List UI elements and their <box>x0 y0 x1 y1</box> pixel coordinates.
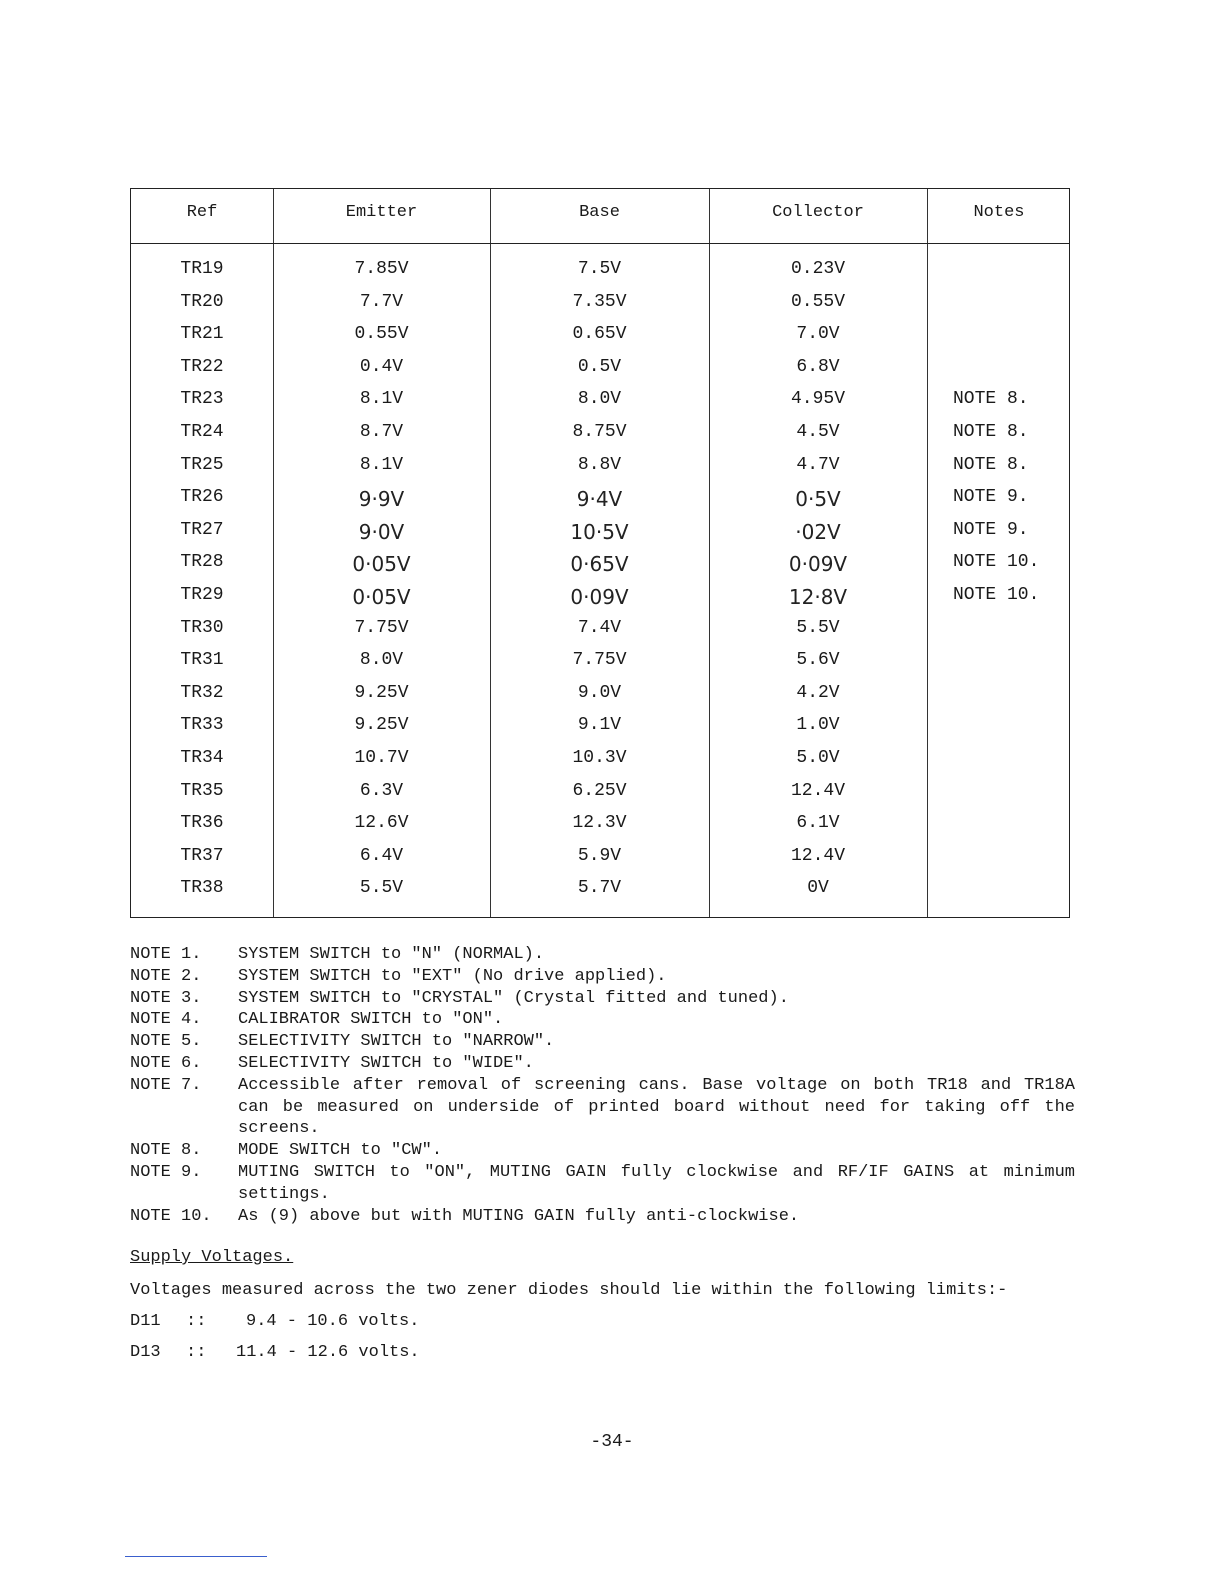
cell-collector: 4.5V <box>796 422 840 442</box>
cell-note: NOTE 8. <box>953 454 1029 475</box>
column-divider <box>927 189 928 917</box>
cell-note: NOTE 10. <box>953 585 1040 605</box>
voltage-table <box>130 188 1070 918</box>
note-text: SELECTIVITY SWITCH to "NARROW". <box>238 1032 555 1052</box>
cell-emitter: 0·05V <box>352 585 411 609</box>
cell-base: 0·09V <box>570 585 629 609</box>
cell-base: 0.5V <box>577 356 622 377</box>
zener-row-d11 <box>130 1312 1075 1331</box>
cell-collector: 12.4V <box>790 780 845 801</box>
cell-collector: 5.0V <box>796 748 840 768</box>
cell-collector: 6.8V <box>796 356 840 377</box>
note-text: As (9) above but with MUTING GAIN fully anti-clockwise. <box>238 1206 800 1226</box>
cell-emitter: 6.3V <box>359 780 404 801</box>
cell-note: NOTE 10. <box>953 552 1040 573</box>
cell-ref: TR21 <box>180 324 224 345</box>
cell-base: 12.3V <box>572 813 627 834</box>
cell-collector: 0V <box>807 878 829 899</box>
zener-name: D13 <box>130 1343 161 1362</box>
note-text: MUTING SWITCH to "ON", MUTING GAIN fully clockwise and RF/IF GAINS at minimum settings. <box>238 1162 1075 1204</box>
cell-base: 5.9V <box>577 845 622 866</box>
note-label: NOTE 4. <box>130 1010 202 1030</box>
note-text: Accessible after removal of screening cans. Base voltage on both TR18 and TR18A can be measured on underside of printed board without need for taking off the screens. <box>238 1075 1075 1139</box>
cell-collector: 12·8V <box>788 585 848 609</box>
cell-emitter: 9.25V <box>354 682 409 703</box>
note-item <box>130 966 1075 988</box>
cell-ref: TR34 <box>180 748 224 768</box>
cell-base: 7.4V <box>577 617 622 638</box>
cell-base: 10.3V <box>572 748 627 768</box>
cell-emitter: 10.7V <box>354 748 409 768</box>
cell-base: 9.1V <box>577 715 622 736</box>
cell-ref: TR23 <box>180 389 224 410</box>
cell-emitter: 9·0V <box>358 519 405 544</box>
note-item <box>130 1075 1075 1140</box>
cell-base: 7.75V <box>572 650 627 671</box>
cell-ref: TR25 <box>180 454 224 475</box>
note-text: MODE SWITCH to "CW". <box>238 1141 443 1161</box>
footer-rule <box>125 1556 267 1557</box>
note-label: NOTE 7. <box>130 1075 202 1095</box>
zener-separator: :: <box>186 1343 207 1362</box>
cell-ref: TR20 <box>180 291 224 312</box>
cell-emitter: 7.7V <box>359 291 404 312</box>
cell-base: 7.5V <box>577 259 622 279</box>
cell-emitter: 8.1V <box>359 389 404 410</box>
cell-collector: 4.2V <box>796 682 840 703</box>
cell-emitter: 12.6V <box>354 813 409 834</box>
cell-collector: ·02V <box>795 519 841 544</box>
cell-base: 8.0V <box>577 389 622 410</box>
note-label: NOTE 8. <box>130 1141 202 1161</box>
cell-collector: 0·09V <box>788 552 848 577</box>
notes-list <box>130 944 1075 1227</box>
cell-note: NOTE 9. <box>953 519 1029 540</box>
cell-emitter: 8.1V <box>359 454 404 475</box>
cell-emitter: 6.4V <box>359 845 404 866</box>
zener-name: D11 <box>130 1312 161 1331</box>
cell-emitter: 5.5V <box>359 878 404 899</box>
cell-base: 9.0V <box>577 682 622 703</box>
note-label: NOTE 6. <box>130 1053 202 1073</box>
supply-voltages-intro: Voltages measured across the two zener diodes should lie within the following limits:- <box>130 1281 1008 1300</box>
note-label: NOTE 2. <box>130 966 202 986</box>
cell-emitter: 0.55V <box>354 324 409 345</box>
cell-collector: 1.0V <box>796 715 840 736</box>
zener-range: 11.4 - 12.6 volts. <box>236 1343 420 1362</box>
note-item <box>130 988 1075 1010</box>
supply-voltages-title: Supply Voltages. <box>130 1248 294 1267</box>
cell-collector: 6.1V <box>796 813 840 834</box>
cell-collector: 4.95V <box>790 389 845 410</box>
cell-ref: TR29 <box>180 585 224 605</box>
header-notes: Notes <box>973 203 1025 222</box>
cell-ref: TR35 <box>180 780 224 801</box>
cell-emitter: 0·05V <box>352 552 411 577</box>
header-base: Base <box>579 203 620 222</box>
cell-ref: TR37 <box>180 845 224 866</box>
note-label: NOTE 9. <box>130 1162 202 1182</box>
cell-ref: TR33 <box>180 715 224 736</box>
cell-note: NOTE 9. <box>953 487 1029 508</box>
cell-ref: TR22 <box>180 356 224 377</box>
note-label: NOTE 3. <box>130 988 202 1008</box>
cell-emitter: 9·9V <box>358 487 405 512</box>
cell-emitter: 0.4V <box>359 356 404 377</box>
cell-ref: TR19 <box>180 259 224 279</box>
note-label: NOTE 10. <box>130 1206 212 1226</box>
cell-ref: TR38 <box>180 878 224 899</box>
note-text: CALIBRATOR SWITCH to "ON". <box>238 1010 504 1030</box>
cell-ref: TR36 <box>180 813 224 834</box>
header-collector: Collector <box>772 203 864 222</box>
cell-collector: 5.5V <box>796 617 840 638</box>
note-text: SELECTIVITY SWITCH to "WIDE". <box>238 1053 534 1073</box>
cell-ref: TR28 <box>180 552 224 573</box>
zener-separator: :: <box>186 1312 207 1331</box>
cell-base: 0·65V <box>570 552 629 577</box>
header-ref: Ref <box>186 203 218 222</box>
note-item <box>130 1140 1075 1162</box>
cell-collector: 0.55V <box>790 291 845 312</box>
cell-ref: TR24 <box>180 422 224 442</box>
cell-note: NOTE 8. <box>953 389 1029 410</box>
page-number: -34- <box>590 1432 634 1452</box>
cell-ref: TR27 <box>180 519 224 540</box>
header-divider <box>131 243 1069 244</box>
zener-row-d13 <box>130 1343 1075 1362</box>
supply-voltages-section <box>130 1248 1075 1362</box>
cell-base: 7.35V <box>572 291 627 312</box>
cell-ref: TR31 <box>180 650 224 671</box>
note-text: SYSTEM SWITCH to "CRYSTAL" (Crystal fitted and tuned). <box>238 988 789 1008</box>
cell-base: 8.75V <box>572 422 627 442</box>
cell-collector: 0.23V <box>790 259 845 279</box>
note-item <box>130 1053 1075 1075</box>
cell-collector: 7.0V <box>796 324 840 345</box>
cell-base: 9·4V <box>576 487 623 512</box>
note-item <box>130 1009 1075 1031</box>
cell-emitter: 9.25V <box>354 715 409 736</box>
cell-ref: TR26 <box>180 487 224 508</box>
cell-ref: TR32 <box>180 682 224 703</box>
zener-range: 9.4 - 10.6 volts. <box>246 1312 420 1331</box>
cell-emitter: 7.85V <box>354 259 409 279</box>
cell-collector: 4.7V <box>796 454 840 475</box>
cell-base: 5.7V <box>577 878 622 899</box>
note-text: SYSTEM SWITCH to "EXT" (No drive applied). <box>238 966 667 986</box>
note-item <box>130 1162 1075 1206</box>
cell-ref: TR30 <box>180 617 224 638</box>
note-item <box>130 1206 1075 1228</box>
header-emitter: Emitter <box>345 203 418 222</box>
cell-base: 10·5V <box>570 519 629 544</box>
cell-base: 8.8V <box>577 454 622 475</box>
cell-collector: 5.6V <box>796 650 840 671</box>
note-label: NOTE 1. <box>130 945 202 964</box>
note-text: SYSTEM SWITCH to "N" (NORMAL). <box>238 945 545 964</box>
cell-note: NOTE 8. <box>953 422 1029 442</box>
note-label: NOTE 5. <box>130 1032 202 1052</box>
cell-base: 0.65V <box>572 324 627 345</box>
cell-base: 6.25V <box>572 780 627 801</box>
cell-emitter: 8.7V <box>359 422 404 442</box>
cell-collector: 0·5V <box>795 487 841 512</box>
cell-collector: 12.4V <box>790 845 845 866</box>
note-item <box>130 1031 1075 1053</box>
note-item <box>130 944 1075 966</box>
cell-emitter: 7.75V <box>354 617 409 638</box>
cell-emitter: 8.0V <box>359 650 404 671</box>
